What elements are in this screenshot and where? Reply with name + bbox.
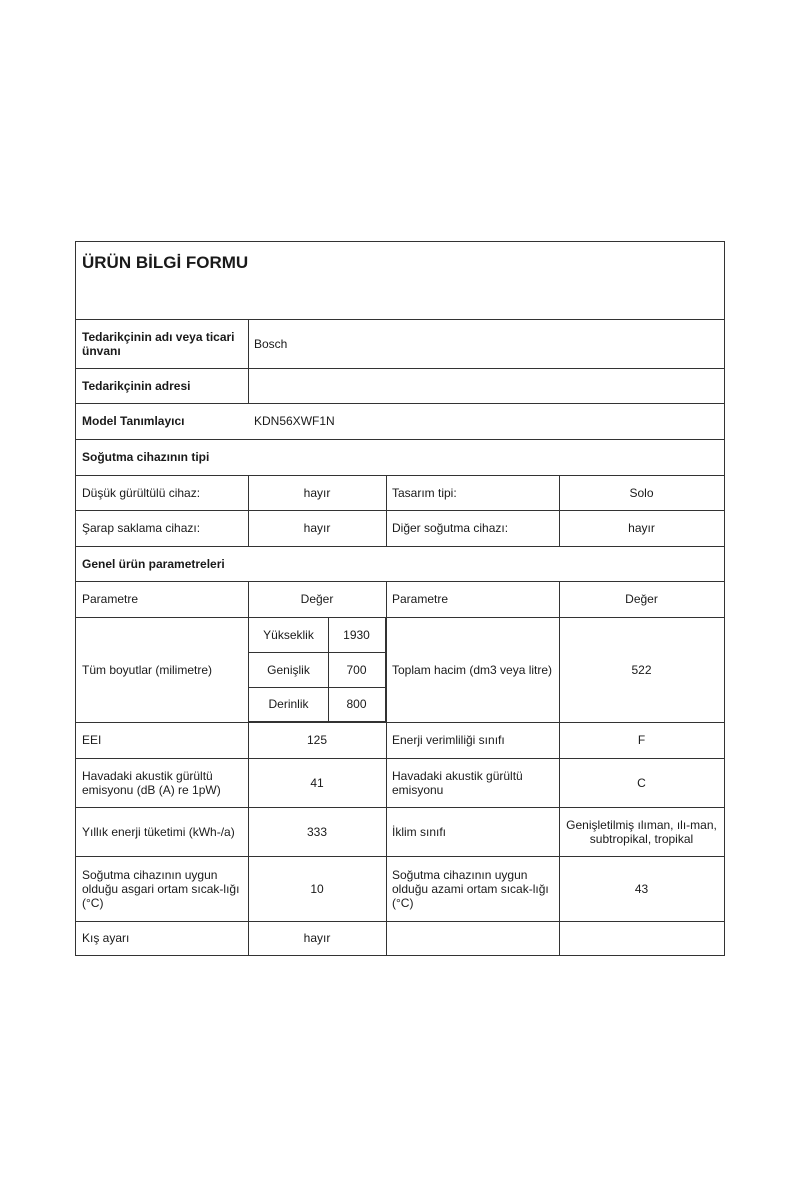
- type-row-left-value: hayır: [303, 485, 331, 500]
- form-title: ÜRÜN BİLGİ FORMU: [82, 253, 249, 272]
- param-row-right-value: C: [637, 775, 646, 790]
- param-row-left-value: 41: [310, 775, 324, 790]
- type-row-right-value: hayır: [628, 521, 655, 535]
- general-section-heading: Genel ürün parametreleri: [82, 556, 225, 571]
- model-label: Model Tanımlayıcı: [82, 414, 185, 428]
- address-value: [248, 368, 724, 403]
- supplier-value: Bosch: [254, 336, 288, 351]
- param-row-left-label: Kış ayarı: [82, 931, 130, 945]
- param-row-right-value: Genişletilmiş ılıman, ılı-man, subtropikal, tropikal: [566, 817, 717, 846]
- value-header-right: Değer: [625, 592, 658, 606]
- param-row-right-label: Havadaki akustik gürültü emisyonu: [392, 768, 523, 797]
- type-row-left-value: hayır: [303, 521, 331, 535]
- dimension-width-label: Genişlik: [267, 662, 310, 677]
- param-row-left-value: 333: [306, 824, 328, 839]
- type-row-right-label: Tasarım tipi:: [392, 485, 457, 500]
- param-row-right-value: [559, 921, 724, 955]
- param-row-left-value: 125: [306, 733, 328, 747]
- value-header-left: Değer: [300, 592, 334, 606]
- param-row-right-label: Enerji verimliliği sınıfı: [392, 733, 505, 747]
- dimension-height-label: Yükseklik: [263, 628, 314, 642]
- param-row-left-label: Havadaki akustik gürültü emisyonu (dB (A) re 1pW): [82, 768, 221, 797]
- param-row-right-value: F: [637, 733, 646, 747]
- type-row-right-label: Diğer soğutma cihazı:: [392, 521, 509, 535]
- dimension-height-value: 1930: [343, 628, 370, 642]
- dimensions-label: Tüm boyutlar (milimetre): [82, 662, 213, 677]
- volume-value: 522: [631, 662, 652, 677]
- type-row-left-label: Şarap saklama cihazı:: [82, 521, 201, 535]
- param-row-left-value: 10: [310, 881, 324, 896]
- param-row-left-value: hayır: [303, 931, 331, 945]
- param-row-left-label: Yıllık enerji tüketimi (kWh-/a): [82, 824, 235, 839]
- address-label: Tedarikçinin adresi: [82, 378, 191, 393]
- dimensions-subtable: [248, 617, 386, 722]
- type-row-right-value: Solo: [629, 485, 654, 500]
- param-row-right-label: Soğutma cihazının uygun olduğu azami ortam sıcak-lığı (°C): [392, 867, 549, 910]
- dimension-depth-value: 800: [346, 697, 367, 711]
- param-row-left-label: Soğutma cihazının uygun olduğu asgari ortam sıcak-lığı (°C): [82, 867, 240, 910]
- param-row-right-label: İklim sınıfı: [392, 824, 447, 839]
- dimension-depth-label: Derinlik: [268, 697, 309, 711]
- param-row-right-value: 43: [634, 881, 649, 896]
- param-header-right: Parametre: [392, 592, 449, 606]
- param-header-left: Parametre: [82, 592, 139, 606]
- param-row-left-label: EEI: [82, 733, 102, 747]
- param-row-right-label: [386, 921, 559, 955]
- volume-label: Toplam hacim (dm3 veya litre): [392, 662, 553, 677]
- product-info-form: [75, 241, 725, 956]
- type-section-heading: Soğutma cihazının tipi: [82, 450, 210, 464]
- type-row-left-label: Düşük gürültülü cihaz:: [82, 485, 201, 500]
- model-value: KDN56XWF1N: [254, 414, 335, 428]
- supplier-label: Tedarikçinin adı veya ticari ünvanı: [82, 329, 235, 358]
- dimension-width-value: 700: [346, 662, 367, 677]
